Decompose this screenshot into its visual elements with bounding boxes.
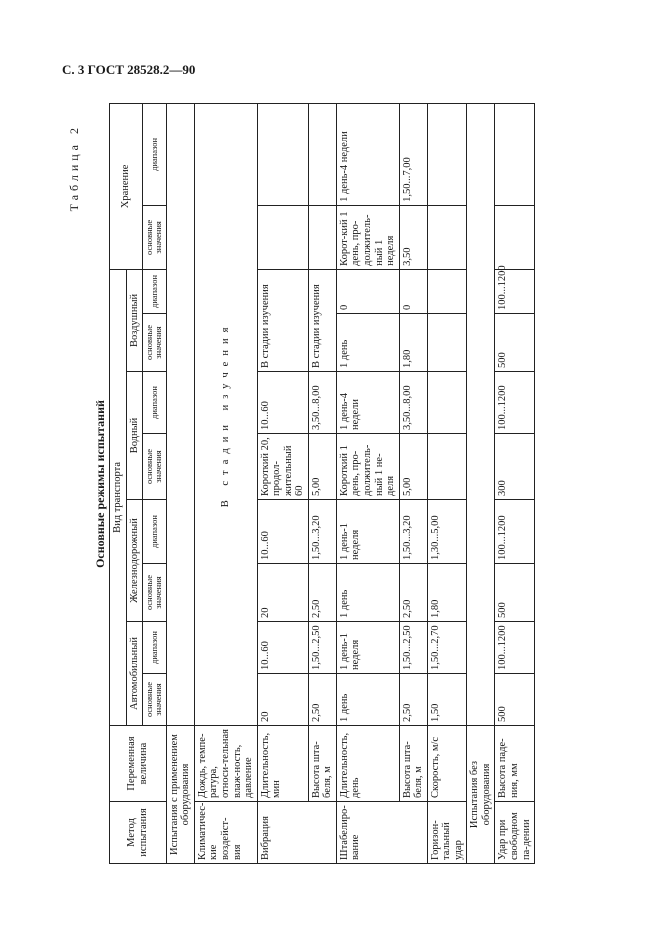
header-range: диапазон (143, 372, 167, 434)
value-cell: 1,50...2,50 (399, 622, 427, 674)
value-cell: 100...1200 (495, 372, 535, 434)
value-cell: 1,50 (427, 674, 467, 726)
value-cell: 5,00 (308, 434, 336, 500)
table-row (194, 103, 257, 863)
value-cell: 1,50...7,00 (399, 103, 427, 205)
value-cell: 1,50...2,50 (308, 622, 336, 674)
value-cell: 2,50 (308, 674, 336, 726)
variable-cell: Высота шта-беля, м (399, 726, 427, 802)
value-cell: 1 день (336, 564, 399, 622)
table-row (257, 103, 308, 863)
value-cell: 1,80 (399, 314, 427, 372)
value-cell: 300 (495, 434, 535, 500)
value-cell: Корот-кий 1 день, про-должитель-ный 1 неделя (336, 205, 399, 269)
value-cell: Короткий 1 день, про-должитель-ный 1 не-деля (336, 434, 399, 500)
value-cell: 10...60 (257, 500, 308, 564)
value-cell: 20 (257, 674, 308, 726)
value-cell: 1 день-4 недели (336, 372, 399, 434)
value-cell: 500 (495, 314, 535, 372)
header-range: диапазон (143, 103, 167, 205)
value-cell: 500 (495, 564, 535, 622)
value-cell: 2,50 (308, 564, 336, 622)
header-mode-rail: Железнодорожный (126, 500, 143, 622)
header-mode-water: Водный (126, 372, 143, 500)
value-cell: 1 день (336, 314, 399, 372)
study-note: В стадии изучения (194, 103, 257, 725)
value-cell: 100...1200 (495, 622, 535, 674)
section-with-equipment: Испытания с применением оборудования (166, 726, 194, 864)
value-cell: 2,50 (399, 564, 427, 622)
method-cell: Удар при свободном па-дении (495, 802, 535, 864)
value-cell: 3,50 (399, 205, 427, 269)
value-cell: 1,50...3,20 (399, 500, 427, 564)
header-transport: Вид транспорта (110, 269, 127, 725)
value-cell: 500 (495, 674, 535, 726)
page-header: С. 3 ГОСТ 28528.2—90 (62, 62, 196, 77)
header-basic: основные значения (143, 434, 167, 500)
header-mode-air: Воздушный (126, 269, 143, 371)
value-cell: 0 (399, 269, 427, 313)
value-cell: 1 день (336, 674, 399, 726)
table-row (336, 103, 399, 863)
variable-cell: Длительность, мин (257, 726, 308, 802)
header-method: Метод испытания (110, 802, 167, 864)
table-row (495, 103, 535, 863)
value-cell: В стадии изучения (308, 269, 336, 371)
value-cell: 1,80 (427, 564, 467, 622)
section-without-equipment: Испытания без оборудования (467, 726, 495, 864)
test-modes-table (109, 103, 535, 864)
value-cell: 1,50...2,70 (427, 622, 467, 674)
header-range: диапазон (143, 622, 167, 674)
header-basic: основные значения (143, 564, 167, 622)
value-cell: 2,50 (399, 674, 427, 726)
value-cell: 3,50...8,00 (308, 372, 336, 434)
variable-cell: Дождь, темпе-ратура, относи-тельная влаж-ность, давление (194, 726, 257, 802)
table-caption: Основные режимы испытаний (93, 400, 107, 568)
variable-cell: Высота шта-беля, м (308, 726, 336, 802)
value-cell: 20 (257, 564, 308, 622)
value-cell: 100...1200 (495, 269, 535, 313)
table-label: Таблица 2 (67, 124, 81, 212)
table-row (308, 103, 336, 863)
value-cell: 10...60 (257, 372, 308, 434)
method-cell: Вибрация (257, 802, 336, 864)
variable-cell: Длительность, день (336, 726, 399, 802)
value-cell: Короткий 20, продол-жительный 60 (257, 434, 308, 500)
value-cell: 0 (336, 269, 399, 313)
header-basic: основные значения (143, 205, 167, 269)
header-basic: основные значения (143, 674, 167, 726)
value-cell: 1,50...3,20 (308, 500, 336, 564)
variable-cell: Высота паде-ния, мм (495, 726, 535, 802)
header-basic: основные значения (143, 314, 167, 372)
header-range: диапазон (143, 500, 167, 564)
value-cell: 10...60 (257, 622, 308, 674)
value-cell: 1 день-1 неделя (336, 500, 399, 564)
method-cell: Горизон-тальный удар (427, 802, 467, 864)
value-cell: 5,00 (399, 434, 427, 500)
header-range: диапазон (143, 269, 167, 313)
variable-cell: Скорость, м/с (427, 726, 467, 802)
method-cell: Штабелиро-вание (336, 802, 427, 864)
header-storage: Хранение (110, 103, 143, 269)
method-cell: Климатичес-кие воздейст-вия (194, 802, 257, 864)
rotated-table-area (67, 104, 653, 864)
header-mode-auto: Автомобильный (126, 622, 143, 726)
value-cell: 1 день-4 недели (336, 103, 399, 205)
value-cell: 3,50...8,00 (399, 372, 427, 434)
table-row (467, 103, 495, 863)
value-cell: 1,30...5,00 (427, 500, 467, 564)
value-cell: 100...1200 (495, 500, 535, 564)
header-variable: Переменная величина (110, 726, 167, 802)
table-row (166, 103, 194, 863)
value-cell: В стадии изучения (257, 269, 308, 371)
table-row (427, 103, 467, 863)
table-row (399, 103, 427, 863)
value-cell: 1 день-1 неделя (336, 622, 399, 674)
